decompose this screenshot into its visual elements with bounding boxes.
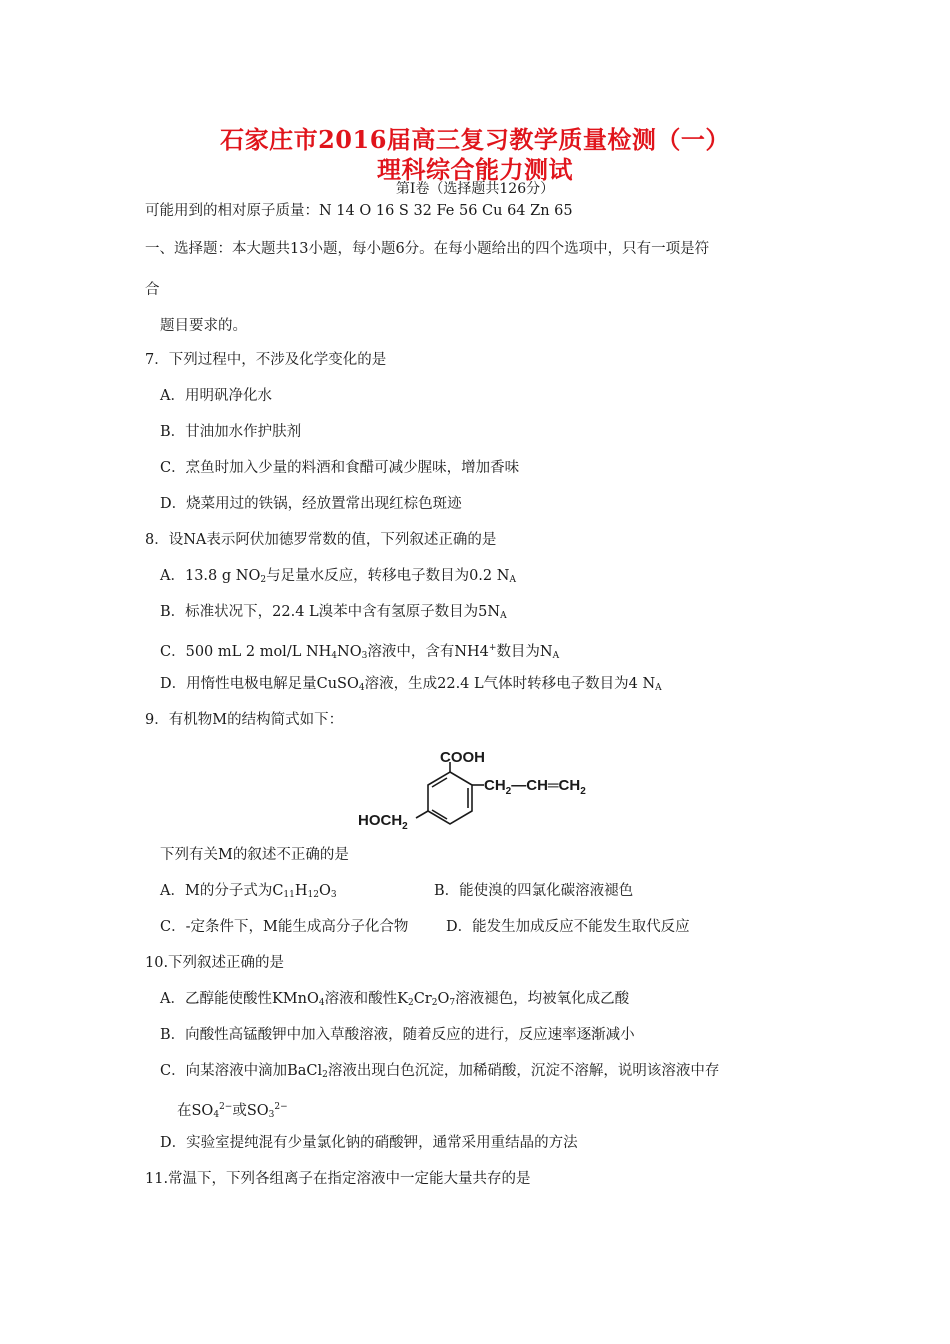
hoch2-label: $HOCH_2$ [358, 812, 408, 832]
q10-option-c: C．向某溶液中滴加BaCl$_2$溶液出现白色沉淀，加稀硝酸，沉淀不溶解，说明该溶液中存 [160, 1063, 720, 1080]
benzene-ring [416, 762, 484, 824]
q10-option-d: D．实验室提纯混有少量氯化钠的硝酸钾，通常采用重结晶的方法 [160, 1135, 578, 1151]
q8-option-a: A．13.8 g $NO_2$与足量水反应，转移电子数目为0.2 $N_A$ [160, 568, 516, 585]
side-chain-label: $CH_2—CH═CH_2$ [484, 777, 586, 797]
q8-option-b: B．标准状况下，22.4 L溴苯中含有氢原子数目为$5N_A$ [160, 604, 507, 621]
q7-option-b: B．甘油加水作护肤剂 [160, 424, 302, 440]
q11-stem: 11.常温下，下列各组离子在指定溶液中一定能大量共存的是 [145, 1171, 531, 1187]
q10-stem: 10.下列叙述正确的是 [145, 955, 285, 971]
atomic-masses: 可能用到的相对原子质量：N 14 O 16 S 32 Fe 56 Cu 64 Zn 65 [145, 203, 573, 219]
structural-formula [350, 752, 610, 842]
q8-option-d: D．用惰性电极电解足量CuSO$_4$溶液，生成22.4 L气体时转移电子数目为4 $N_A$ [160, 676, 662, 693]
q7-stem: 7．下列过程中，不涉及化学变化的是 [145, 352, 387, 368]
q9-option-d: D．能发生加成反应不能发生取代反应 [446, 919, 690, 935]
part-label: 第Ⅰ卷（选择题共126分） [395, 181, 555, 197]
title-line-1: 石家庄市2016届高三复习教学质量检测（一） [220, 125, 730, 154]
q9-stem: 9．有机物M的结构简式如下： [145, 712, 344, 728]
q7-option-a: A．用明矾净化水 [160, 388, 272, 404]
title-line-2: 理科综合能力测试 [377, 155, 573, 184]
section-intro-line-1: 一、选择题：本大题共13小题，每小题6分。在每小题给出的四个选项中，只有一项是符 [145, 241, 710, 257]
section-intro-line-3: 题目要求的。 [160, 318, 247, 334]
q10-option-a: A．乙醇能使酸性KMnO$_4$溶液和酸性$K_2Cr_2O_7$溶液褪色，均被氧化成乙酸 [160, 991, 630, 1008]
section-intro-line-2: 合 [145, 282, 160, 298]
q10-option-c-line-2: 在$SO_4^{2-}$或$SO_3^{2-}$ [177, 1102, 288, 1120]
q9-option-b: B．能使溴的四氯化碳溶液褪色 [434, 883, 634, 899]
q7-option-d: D．烧菜用过的铁锅，经放置常出现红棕色斑迹 [160, 496, 462, 512]
q9-option-a: A．M的分子式为$C_{11}H_{12}O_3$ [160, 883, 337, 900]
q8-option-c: C．500 mL 2 mol/L $NH_4NO_3$溶液中，含有NH4+数目为$N_A$ [160, 643, 560, 661]
q9-option-c: C．-定条件下，M能生成高分子化合物 [160, 919, 409, 935]
q9-sub-stem: 下列有关M的叙述不正确的是 [160, 847, 349, 863]
q8-stem: 8．设NA表示阿伏加德罗常数的值，下列叙述正确的是 [145, 532, 497, 548]
q7-option-c: C．烹鱼时加入少量的料酒和食醋可减少腥味，增加香味 [160, 460, 520, 476]
q10-option-b: B．向酸性高锰酸钾中加入草酸溶液，随着反应的进行，反应速率逐渐减小 [160, 1027, 635, 1043]
cooh-label: COOH [440, 752, 485, 766]
